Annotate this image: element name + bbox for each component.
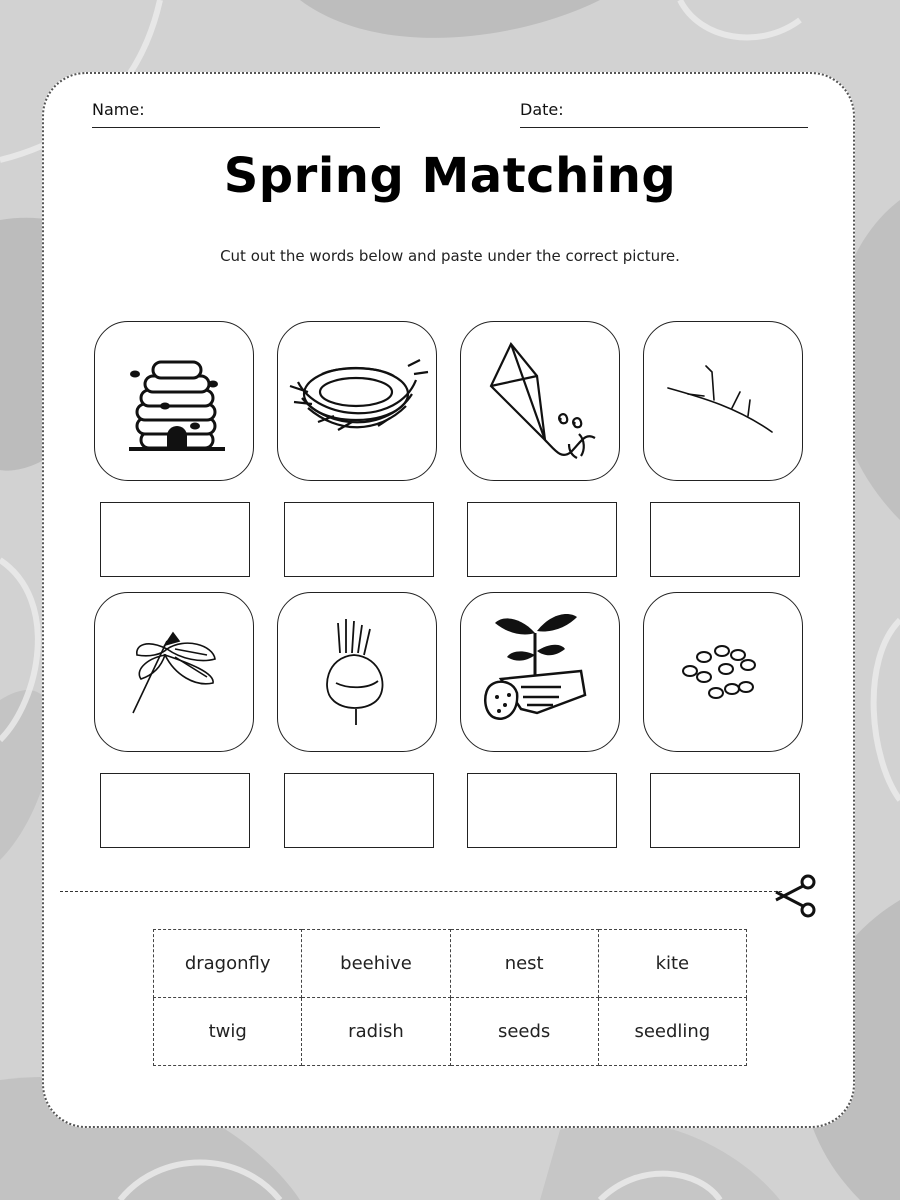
word-card[interactable]: radish [302, 998, 450, 1066]
cut-line [60, 891, 782, 892]
word-bank-row [154, 930, 747, 998]
kite-icon [461, 322, 618, 479]
answer-box-4[interactable] [650, 502, 800, 577]
picture-card-5 [94, 592, 254, 752]
instructions: Cut out the words below and paste under the correct picture. [220, 247, 680, 265]
word-card[interactable]: kite [598, 930, 746, 998]
nest-icon [278, 322, 435, 479]
twig-icon [644, 322, 801, 479]
word-card[interactable]: nest [450, 930, 598, 998]
picture-card-7 [460, 592, 620, 752]
date-field[interactable] [520, 127, 808, 128]
word-card[interactable]: twig [154, 998, 302, 1066]
seeds-icon [644, 593, 801, 750]
picture-card-6 [277, 592, 437, 752]
scissors-icon [770, 872, 822, 920]
dragonfly-icon [95, 593, 252, 750]
picture-card-3 [460, 321, 620, 481]
picture-card-1 [94, 321, 254, 481]
answer-box-3[interactable] [467, 502, 617, 577]
word-card[interactable]: beehive [302, 930, 450, 998]
answer-box-8[interactable] [650, 773, 800, 848]
answer-box-6[interactable] [284, 773, 434, 848]
answer-box-5[interactable] [100, 773, 250, 848]
name-field[interactable] [92, 127, 380, 128]
beehive-icon [95, 322, 252, 479]
seedling-icon [461, 593, 618, 750]
word-card[interactable]: seeds [450, 998, 598, 1066]
word-bank [153, 929, 747, 1066]
word-card[interactable]: seedling [598, 998, 746, 1066]
name-label: Name: [92, 100, 145, 119]
picture-card-2 [277, 321, 437, 481]
answer-box-7[interactable] [467, 773, 617, 848]
word-bank-row [154, 998, 747, 1066]
answer-box-1[interactable] [100, 502, 250, 577]
answer-box-2[interactable] [284, 502, 434, 577]
date-label: Date: [520, 100, 564, 119]
picture-card-4 [643, 321, 803, 481]
word-card[interactable]: dragonfly [154, 930, 302, 998]
radish-icon [278, 593, 435, 750]
picture-card-8 [643, 592, 803, 752]
worksheet-title: Spring Matching [223, 148, 677, 204]
